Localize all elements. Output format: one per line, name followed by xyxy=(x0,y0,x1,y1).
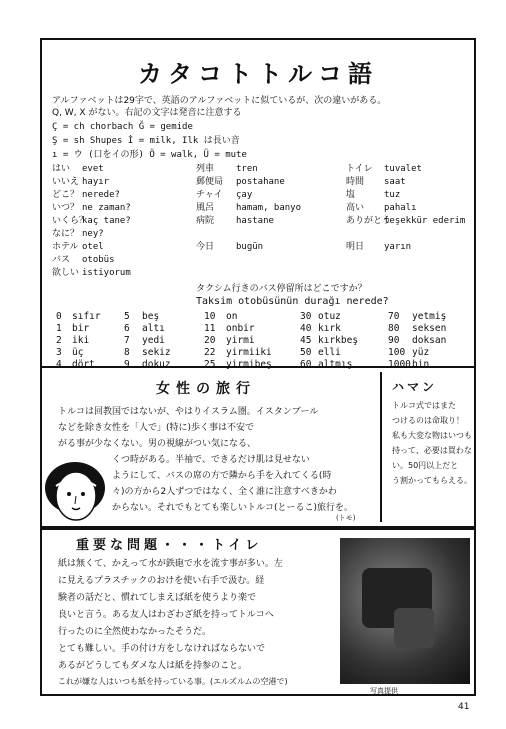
number-word: altmış xyxy=(318,359,353,370)
number-word: yirmi xyxy=(226,335,255,346)
vocab-jp: バス xyxy=(52,255,71,265)
vocab-jp: なに？ xyxy=(52,229,80,239)
women-travel-signature: (トモ) xyxy=(336,514,356,522)
hammam-line-5: い。50円以上だと xyxy=(392,461,459,470)
vocab-tr2: tren xyxy=(236,164,258,174)
woman-face-illustration xyxy=(40,458,110,528)
number-digit: 22 xyxy=(204,347,216,358)
vocab-tr3: tuz xyxy=(384,190,401,200)
vocab-tr: ney? xyxy=(82,229,104,239)
vocab-jp2: 風呂 xyxy=(196,203,215,213)
vocab-tr: nerede? xyxy=(82,190,120,200)
number-word: sıfır xyxy=(72,311,101,322)
number-digit: 3 xyxy=(56,347,62,358)
number-digit: 100 xyxy=(388,347,406,358)
vocab-tr2: çay xyxy=(236,190,253,200)
number-word: kırkbeş xyxy=(318,335,359,346)
vocab-jp2: 病院 xyxy=(196,216,215,226)
number-digit: 25 xyxy=(204,359,216,370)
intro-line-2: Q, W, X がない。右記の文字は発音に注意する xyxy=(52,108,242,118)
number-digit: 80 xyxy=(388,323,400,334)
vocab-jp: いくら？ xyxy=(52,216,89,226)
number-digit: 1000 xyxy=(388,359,411,370)
vocab-jp3: 明日 xyxy=(346,242,365,252)
number-word: dokuz xyxy=(142,359,171,370)
women-travel-line-5: ようにして、バスの席の方で隣から手を入れてくる(時 xyxy=(112,471,332,481)
photo-dark-shape-2 xyxy=(394,608,434,648)
number-digit: 9 xyxy=(124,359,130,370)
number-word: yirmibeş xyxy=(226,359,272,370)
vocab-tr3: pahalı xyxy=(384,203,417,213)
number-word: kırk xyxy=(318,323,341,334)
number-word: seksen xyxy=(412,323,447,334)
number-word: iki xyxy=(72,335,90,346)
intro-line-4: Ş = sh Shupes İ = milk, Ilk は長い音 xyxy=(52,136,240,146)
toilet-line-1: 紙は無くて、かえって水が鉄砲で水を流す事が多い。左 xyxy=(58,559,283,569)
toilet-line-6: とても難しい。手の付け方をしなければならないで xyxy=(58,644,266,654)
number-word: bir xyxy=(72,323,90,334)
vocab-tr3: tuvalet xyxy=(384,164,422,174)
number-digit: 5 xyxy=(124,311,130,322)
toilet-line-7: あるがどうしてもダメな人は紙を持参のこと。 xyxy=(58,661,248,671)
number-word: onbir xyxy=(226,323,255,334)
intro-line-1: アルファベットは29字で、英語のアルファベットに似ているが、次の違いがある。 xyxy=(52,96,387,106)
number-digit: 60 xyxy=(300,359,312,370)
number-digit: 2 xyxy=(56,335,62,346)
number-word: altı xyxy=(142,323,165,334)
women-travel-line-4: くつ時がある。半袖で、できるだけ肌は見せない xyxy=(112,455,310,465)
number-word: on xyxy=(226,311,238,322)
number-word: beş xyxy=(142,311,160,322)
vocab-tr: otobüs xyxy=(82,255,115,265)
number-digit: 70 xyxy=(388,311,400,322)
vocab-jp3: 時間 xyxy=(346,177,365,187)
number-digit: 90 xyxy=(388,335,400,346)
hammam-line-1: トルコ式ではまた xyxy=(392,401,456,410)
number-digit: 45 xyxy=(300,335,312,346)
hammam-heading: ハマン xyxy=(392,380,438,394)
example-turkish: Taksim otobüsünün durağı nerede? xyxy=(196,296,389,307)
vocab-tr3: yarın xyxy=(384,242,412,252)
vocab-jp: はい xyxy=(52,164,71,174)
vocab-jp2: 今日 xyxy=(196,242,215,252)
number-digit: 10 xyxy=(204,311,216,322)
number-word: yedi xyxy=(142,335,165,346)
vocab-jp3: ありがとう xyxy=(346,216,392,226)
page-title: カタコトトルコ語 xyxy=(138,59,378,88)
vocab-jp: どこ？ xyxy=(52,190,80,200)
number-digit: 7 xyxy=(124,335,130,346)
vocab-tr: hayır xyxy=(82,177,110,187)
vocab-jp2: 列車 xyxy=(196,164,215,174)
number-digit: 40 xyxy=(300,323,312,334)
vocab-jp2: チャイ xyxy=(196,190,223,200)
number-word: üç xyxy=(72,347,84,358)
vocab-tr: kaç tane? xyxy=(82,216,131,226)
vocab-tr2: postahane xyxy=(236,177,285,187)
women-travel-line-6: 々)の方から2人ずつではなく、全く誰に注意すべきかわ xyxy=(112,487,337,497)
women-travel-line-2: などを除き女性を「人で」(特に)歩く事は不安で xyxy=(58,423,255,433)
number-word: elli xyxy=(318,347,341,358)
vocab-tr3: saat xyxy=(384,177,406,187)
section-divider xyxy=(380,372,382,522)
vocab-jp3: 高い xyxy=(346,203,365,213)
toilet-heading: 重要な問題・・・トイレ xyxy=(76,538,263,553)
toilet-line-3: 験者の話だと、慣れてしまえば紙を使うより楽で xyxy=(58,593,257,603)
vocab-jp: ホテル xyxy=(52,242,79,252)
number-digit: 50 xyxy=(300,347,312,358)
vocab-jp3: 塩 xyxy=(346,190,356,200)
intro-line-3: Ç = ch chorbach Ğ = gemide xyxy=(52,122,193,132)
vocab-jp: 欲しい xyxy=(52,268,80,278)
number-digit: 6 xyxy=(124,323,130,334)
hammam-line-6: う割かってもらえる。 xyxy=(392,476,472,485)
vocab-tr2: hastane xyxy=(236,216,274,226)
number-digit: 0 xyxy=(56,311,62,322)
women-travel-line-3: がる事が少なくない。男の視線がつい気になる、 xyxy=(58,439,257,449)
number-digit: 20 xyxy=(204,335,216,346)
number-digit: 1 xyxy=(56,323,62,334)
vocab-tr3: teşekkür ederim xyxy=(384,216,466,226)
vocab-jp3: トイレ xyxy=(346,164,373,174)
number-word: doksan xyxy=(412,335,447,346)
vocab-jp: いつ？ xyxy=(52,203,80,213)
number-digit: 30 xyxy=(300,311,312,322)
women-travel-line-1: トルコは回教国ではないが、やはりイスラム圏。イスタンブール xyxy=(58,407,319,417)
number-digit: 11 xyxy=(204,323,216,334)
women-travel-heading: 女性の旅行 xyxy=(156,381,256,397)
photo-credit: 写真提供 xyxy=(370,687,398,695)
number-word: otuz xyxy=(318,311,341,322)
toilet-line-5: 行ったのに全然使わなかったそうだ。 xyxy=(58,627,212,637)
intro-line-5: ı = ウ (口をイの形) Ö = walk, Ü = mute xyxy=(52,150,247,160)
toilet-photo xyxy=(340,538,470,684)
number-word: yüz xyxy=(412,347,430,358)
page-number: 41 xyxy=(458,702,470,712)
hammam-line-3: 私も大変な物はいつも xyxy=(392,431,472,440)
women-travel-line-7: からない。それでもとても楽しいトルコ(とーるこ)旅行を。 xyxy=(112,503,354,513)
vocab-jp2: 郵便局 xyxy=(196,177,224,187)
number-word: dört xyxy=(72,359,95,370)
vocab-tr: otel xyxy=(82,242,104,252)
vocab-tr: ne zaman? xyxy=(82,203,131,213)
number-digit: 4 xyxy=(56,359,62,370)
hammam-line-2: つけるのは命取り！ xyxy=(392,416,464,425)
vocab-jp: いいえ xyxy=(52,177,80,187)
example-question: タクシム行きのバス停留所はどこですか？ xyxy=(196,284,367,294)
toilet-line-2: に見えるプラスチックのおけを使い右手で汲む。経 xyxy=(58,576,265,586)
toilet-footer: これが嫌な人はいつも紙を持っている事。(エルズルムの空港で) xyxy=(58,677,288,686)
number-word: bin xyxy=(412,359,430,370)
vocab-tr: istiyorum xyxy=(82,268,131,278)
vocab-tr2: hamam, banyo xyxy=(236,203,302,213)
number-digit: 8 xyxy=(124,347,130,358)
vocab-tr2: bugün xyxy=(236,242,264,252)
number-word: sekiz xyxy=(142,347,171,358)
vocab-tr: evet xyxy=(82,164,104,174)
hammam-line-4: 持って、必要は買わな xyxy=(392,446,472,455)
number-word: yetmiş xyxy=(412,311,447,322)
number-word: yirmiiki xyxy=(226,347,272,358)
toilet-line-4: 良いと言う。ある友人はわざわざ紙を持ってトルコへ xyxy=(58,610,274,620)
